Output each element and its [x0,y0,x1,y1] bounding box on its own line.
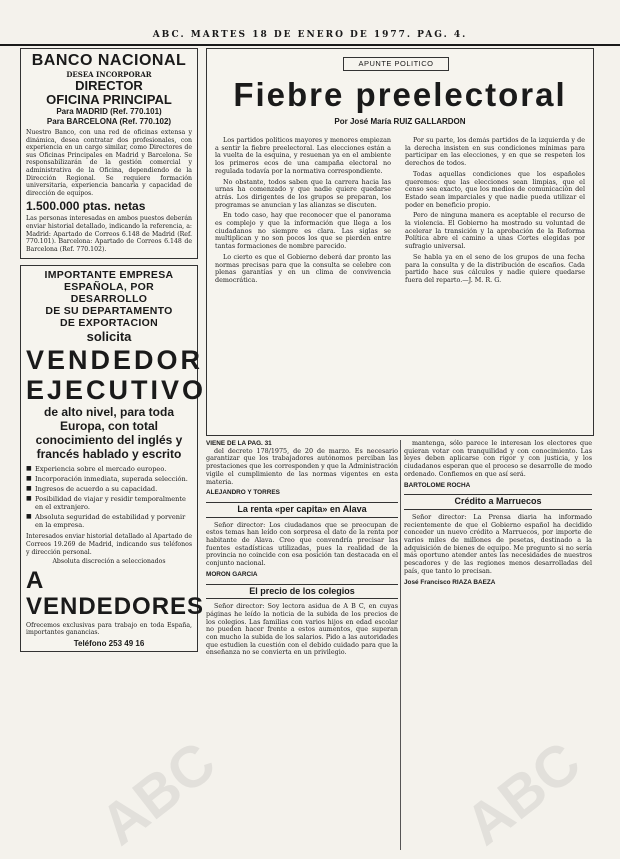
banco-name: BANCO NACIONAL [31,52,187,69]
banco-salary: 1.500.000 ptas. netas [26,199,146,214]
feature-kicker: APUNTE POLITICO [343,57,449,71]
paragraph: Se habla ya en el seno de los grupos de una fecha para la consulta y de la distribución de escaños. Cada partido hace sus cálculos y nadie quiere quedarse fuera del reparto.—J. M. R. G. [405,252,585,284]
continuation-body: del decreto 178/1975, de 20 de marzo. Es necesario garantizar que los trabajadores autónomos perciban las prestaciones que les corresponden y que la Administración vigile el cumplimiento de las normas vigentes en esta materia. [206,446,398,486]
feature-byline: Por José María RUIZ GALLARDON [334,117,466,126]
banco-body: Nuestro Banco, con una red de oficinas extensa y dinámica, desea contratar dos profesionales, con experiencia en un cargo similar, como Directores de sus Oficinas Principales en Madrid y Barcelona. Se responsabilizarán de la gestión comercial y administrativa de la Oficina, dependiendo de la Dirección Regional. Se requiere formación universitaria, experiencia bancaria y capacidad de dirección de equipos. [26,129,192,197]
banco-role-1: DIRECTOR [75,78,143,93]
section-heading-colegios: El precio de los colegios [206,584,398,600]
continuation-signature: ALEJANDRO Y TORRES [206,489,280,497]
classifieds-column [20,48,207,848]
letter-alava-signature: MORON GARCIA [206,570,258,578]
empresa-bullet: ■ Ingresos de acuerdo a su capacidad. [26,485,192,493]
feature-article [206,48,594,436]
letter-alava-body: Señor director: Los ciudadanos que se preocupan de estos temas han leído con sorpresa el dato de la renta por habitante de Alava. Creo que convendría precisar las fuentes estadísticas utilizadas, pues la realidad de la provincia no coincide con esa posición tan destacada en el conjunto nacional. [206,520,398,568]
letters-middle-column [206,440,398,850]
section-heading-marruecos: Crédito a Marruecos [404,494,592,510]
empresa-apply: Interesados enviar historial detallado al Apartado de Correos 19.269 de Madrid, indicando sus teléfonos y dirección personal. [26,533,192,556]
paragraph: Pero de ninguna manera es aceptable el recurso de la violencia. El Gobierno ha mostrado su voluntad de acelerar la transición y la aprobación de la Reforma Política abre el camino a unas Cortes elegidas por sufragio universal. [405,211,585,251]
empresa-ejecutivo: EJECUTIVO [26,375,207,406]
empresa-ad [20,265,207,652]
empresa-line-3: DE SU DEPARTAMENTO [45,305,173,318]
banco-ad [20,48,198,259]
empresa-line-1: IMPORTANTE EMPRESA [44,269,174,282]
empresa-bullet: ■ Experiencia sobre el mercado europeo. [26,465,192,473]
empresa-solicita: solicita [86,329,132,345]
vendedores-note: Ofrecemos exclusivas para trabajo en toda España, importantes ganancias. [26,621,192,637]
empresa-vendedor: VENDEDOR [26,345,204,376]
paragraph: Lo cierto es que el Gobierno deberá dar pronto las normas precisas para que la consulta se celebre con plenas garantías y en un clima de convivencia democrática. [215,252,391,284]
paragraph: Los partidos políticos mayores y menores empiezan a sentir la fiebre preelectoral. Las elecciones están a la vuelta de la esquina, y resuenan ya en el ambiente los primeros ecos de una campaña electoral no regulada todavía por la normativa correspondiente. [215,137,391,175]
banco-desea: DESEA INCORPORAR [66,70,152,79]
paragraph: Por su parte, los demás partidos de la izquierda y de la derecha insisten en sus condiciones mínimas para participar en las elecciones, y en que se respeten los derechos de todos. [405,137,585,168]
continuation-head: VIENE DE LA PAG. 31 [206,440,272,447]
watermark: ABC [88,729,228,858]
empresa-line-4: DE EXPORTACION [60,317,158,330]
feature-column-2 [405,137,585,429]
empresa-bullet: ■ Absoluta seguridad de estabilidad y porvenir en la empresa. [26,513,192,529]
paragraph: No obstante, todos saben que la carrera hacia las urnas ha comenzado y que nadie quiere quedarse atrás. Los dirigentes de los grupos se preparan, los programas se anuncian y las alianzas se discuten. [215,177,391,209]
paragraph: En todo caso, hay que reconocer que el panorama es complejo y que la información que llega a los ciudadanos no siempre es clara. Las siglas se multiplican y no son pocos los que se pierden entre tantas formaciones de nombre parecido. [215,211,391,251]
vendedores-title: A VENDEDORES [26,566,205,620]
banco-role-2: OFICINA PRINCIPAL [46,92,172,107]
section-heading-alava: La renta «per capita» en Alava [206,502,398,518]
letter-colegios-body: Señor director: Soy lectora asidua de A B C, en cuyas páginas he leído la noticia de la subida de los precios de los colegios. Las familias con varios hijos en edad escolar no pueden hacer frente a estos aumentos, que superan con mucho la subida de los salarios. Pido a las autoridades que estudien la cuestión con el debido cuidado para que la enseñanza no se convierta en un privilegio. [206,602,398,657]
column-divider [400,440,401,850]
watermark: ABC [453,729,593,858]
banco-ref-2: Para BARCELONA (Ref. 770.102) [46,117,172,126]
empresa-bullet: ■ Incorporación inmediata, superada selección. [26,475,192,483]
letter-cont-body: mantenga, sólo parece le interesan los electores que quieran votar con tranquilidad y con conocimiento. Las leyes deben aplicarse con rigor y con justicia, y los ciudadanos esperan que el proceso se desarrolle de modo ordenado. Confiemos en que así será. [404,439,592,478]
paragraph: Todas aquellas condiciones que los españoles queremos: que las elecciones sean limpias, que el censo sea exacto, que los medios de comunicación del Estado sean imparciales y que nadie pueda utilizar el poder en beneficio propio. [405,169,585,209]
banco-ref-1: Para MADRID (Ref. 770.101) [56,107,162,116]
banco-contact: Las personas interesadas en ambos puestos deberán enviar historial detallado, indicando la referencia, a: Madrid: Apartado de Correos 6.148 de Madrid (Ref. 770.101). Barcelona: Apartado de Correos 6.148 de Barcelona (Ref. 770.102). [26,215,192,253]
masthead: ABC. MARTES 18 DE ENERO DE 1977. PAG. 4. [0,30,620,46]
empresa-bullet: ■ Posibilidad de viajar y residir temporalmente en el extranjero. [26,495,192,511]
vendedores-phone: Teléfono 253 49 16 [73,638,145,648]
empresa-discrecion: Absoluta discreción a seleccionados [52,558,166,566]
feature-headline: Fiebre preelectoral [233,76,567,113]
empresa-bullets [26,465,192,529]
empresa-requirements: de alto nivel, para toda Europa, con total conocimiento del inglés y francés hablado y escrito [35,405,183,462]
letter-marruecos-signature: José Francisco RIAZA BAEZA [404,578,496,586]
empresa-line-2: ESPAÑOLA, POR DESARROLLO [63,281,155,306]
feature-column-1 [215,137,391,429]
letter-cont-signature: BARTOLOME ROCHA [404,481,471,489]
letter-marruecos-body: Señor director: La Prensa diaria ha informado recientemente de que el Gobierno español ha decidido conceder un nuevo crédito a Marruecos, por importe de varios miles de millones de pesetas, destinado a la adquisición de bienes de equipo. Me pregunto si no sería más oportuno atender antes las necesidades de nuestros pescadores y de las regiones menos desarrolladas del país, que tanto lo precisan. [404,512,592,575]
